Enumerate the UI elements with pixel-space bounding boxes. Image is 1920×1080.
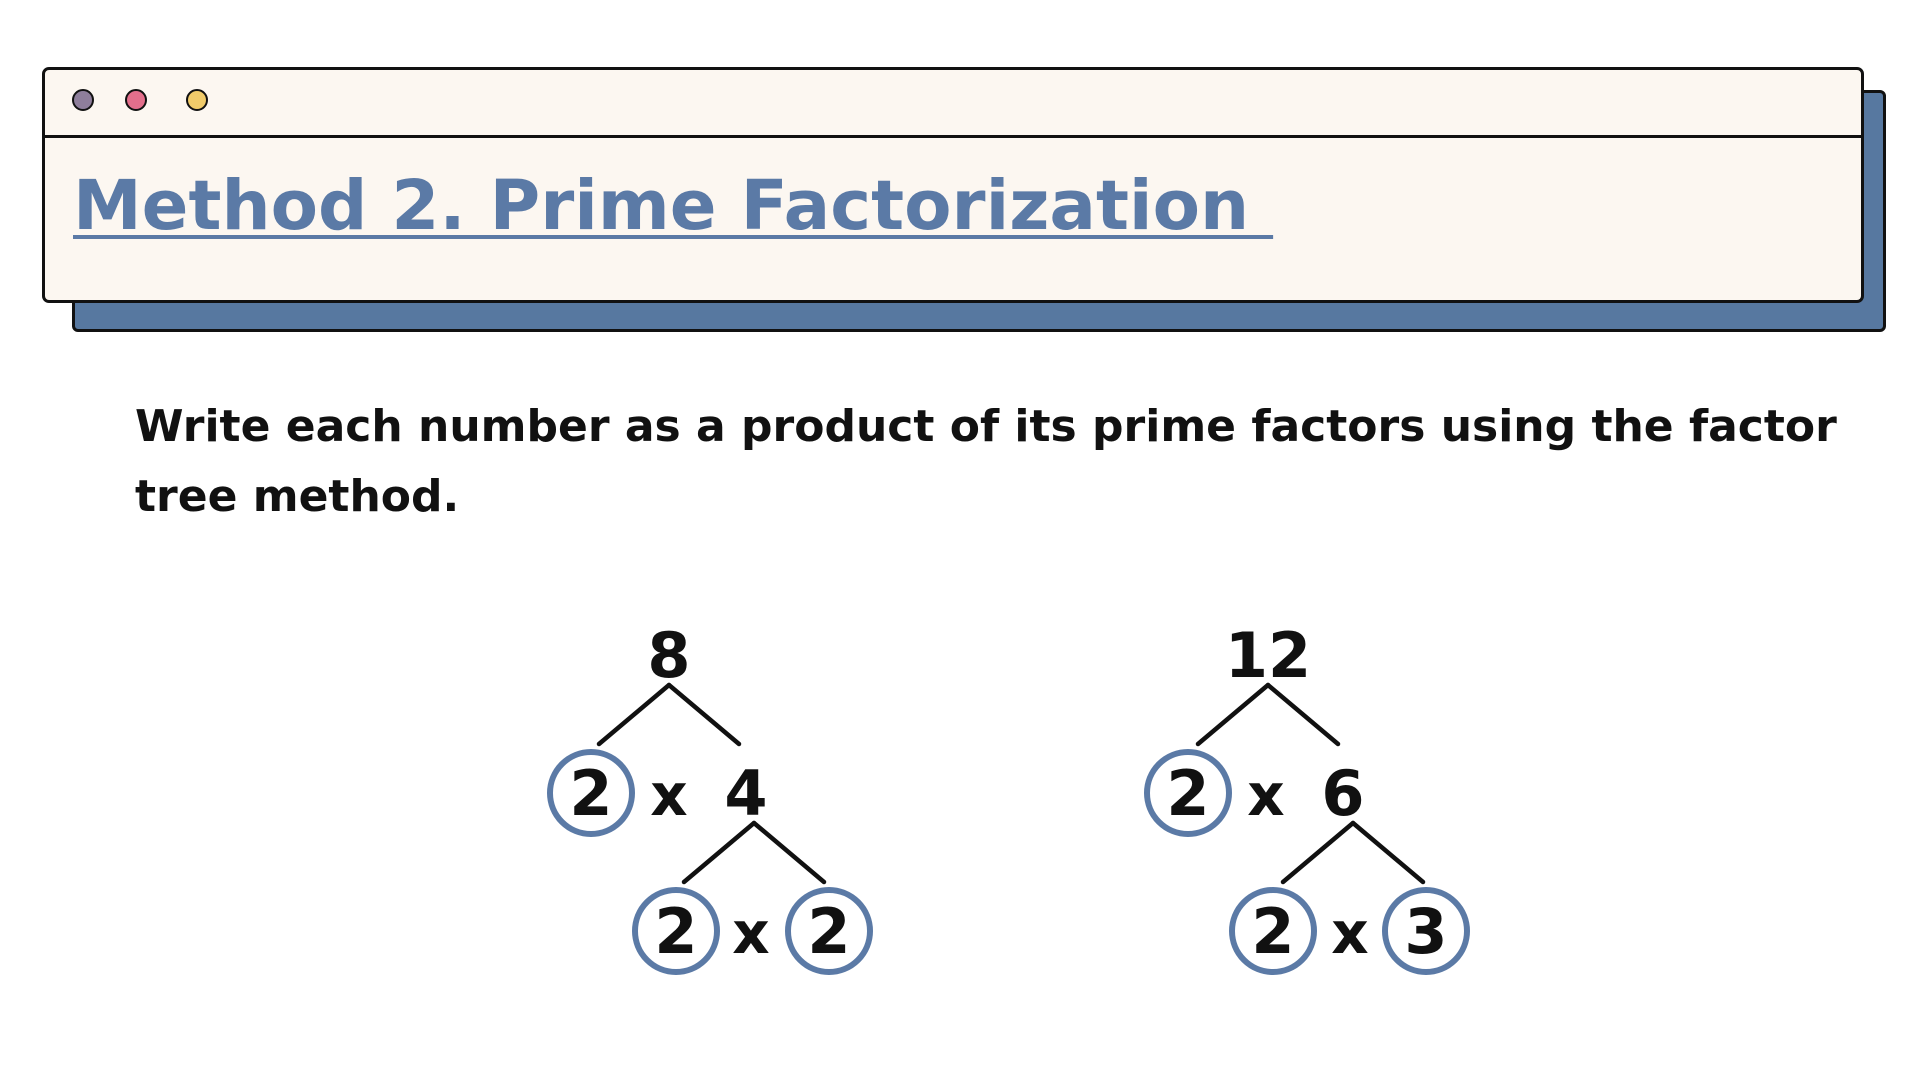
branch-right <box>754 823 824 882</box>
tree-root-12: 12 <box>1224 619 1312 692</box>
branch-left <box>1198 685 1268 744</box>
factor-value: 4 <box>724 757 768 830</box>
factor-value: 2 <box>654 895 698 968</box>
factor-value: 2 <box>1251 895 1295 968</box>
multiply-sign: x <box>1331 899 1369 967</box>
branch-right <box>1353 823 1423 882</box>
factor-value: 2 <box>807 895 851 968</box>
instruction-text: Write each number as a product of its prime factors using the factor tree method. <box>135 401 1837 522</box>
branch-left <box>1283 823 1353 882</box>
factor-tree-12 <box>1147 619 1467 972</box>
factor-value: 2 <box>569 757 613 830</box>
branch-left <box>599 685 669 744</box>
factor-value: 2 <box>1166 757 1210 830</box>
branch-right <box>1268 685 1338 744</box>
multiply-sign: x <box>732 899 770 967</box>
factor-value: 3 <box>1404 895 1448 968</box>
factor-value: 6 <box>1321 757 1365 830</box>
factor-tree-8 <box>550 619 870 972</box>
tree-root-8: 8 <box>647 619 691 692</box>
multiply-sign: x <box>1247 761 1285 829</box>
branch-left <box>684 823 754 882</box>
branch-right <box>669 685 739 744</box>
page-title: Method 2. Prime Factorization <box>73 166 1274 246</box>
multiply-sign: x <box>650 761 688 829</box>
